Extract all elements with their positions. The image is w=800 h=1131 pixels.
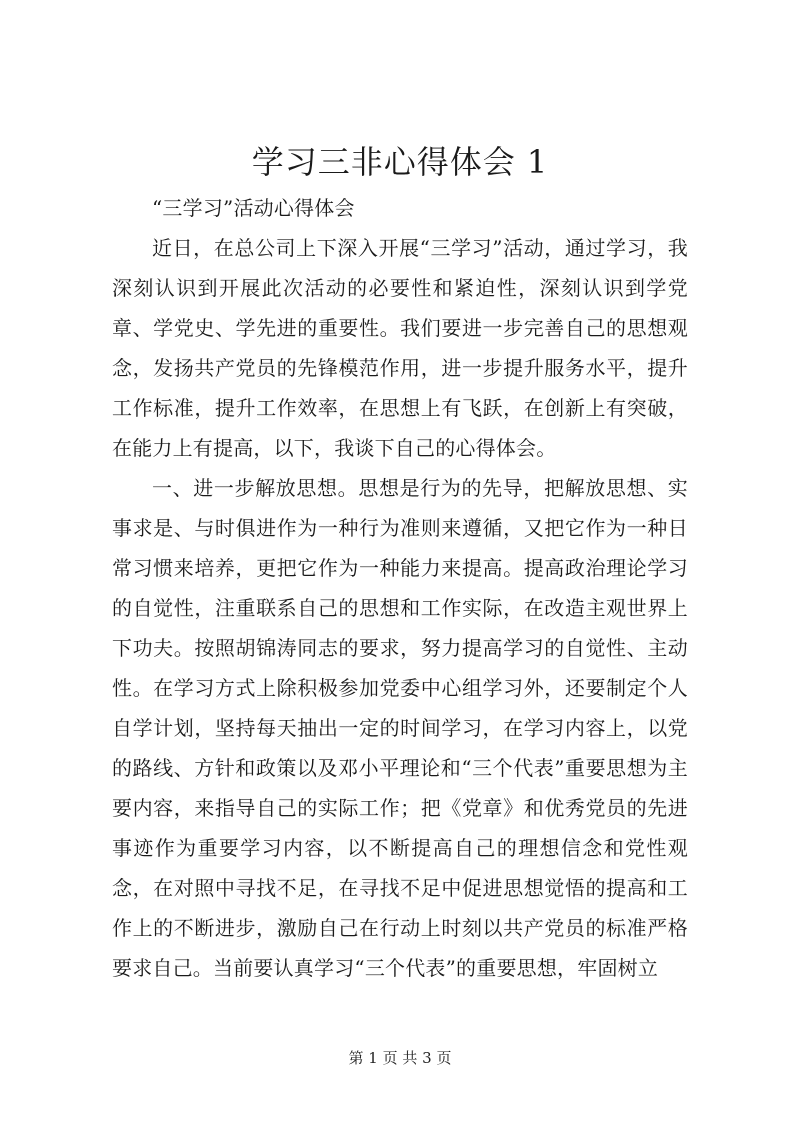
document-subtitle: “三学习”活动心得体会 (152, 196, 355, 220)
paragraph-intro: 近日，在总公司上下深入开展“三学习”活动，通过学习，我深刻认识到开展此次活动的必要性和紧迫性，深刻认识到学党章、学党史、学先进的重要性。我们要进一步完善自己的思想观念，发扬共产党员的先锋模范作用，进一步提升服务水平，提升工作标准，提升工作效率，在思想上有飞跃，在创新上有突破，在能力上有提高，以下，我谈下自己的心得体会。 (112, 236, 688, 460)
document-body (112, 188, 688, 988)
paragraph-section-one: 一、进一步解放思想。思想是行为的先导，把解放思想、实事求是、与时俱进作为一种行为准则来遵循，又把它作为一种日常习惯来培养，更把它作为一种能力来提高。提高政治理论学习的自觉性，注重联系自己的思想和工作实际，在改造主观世界上下功夫。按照胡锦涛同志的要求，努力提高学习的自觉性、主动性。在学习方式上除积极参加党委中心组学习外，还要制定个人自学计划，坚持每天抽出一定的时间学习，在学习内容上，以党的路线、方针和政策以及邓小平理论和“三个代表”重要思想为主要内容，来指导自己的实际工作；把《党章》和优秀党员的先进事迹作为重要学习内容，以不断提高自己的理想信念和党性观念，在对照中寻找不足，在寻找不足中促进思想觉悟的提高和工作上的不断进步，激励自己在行动上时刻以共产党员的标准严格要求自己。当前要认真学习“三个代表”的重要思想，牢固树立 (112, 476, 688, 980)
page-number-footer: 第 1 页 共 3 页 (348, 1049, 452, 1067)
document-title: 学习三非心得体会 1 (251, 143, 549, 181)
